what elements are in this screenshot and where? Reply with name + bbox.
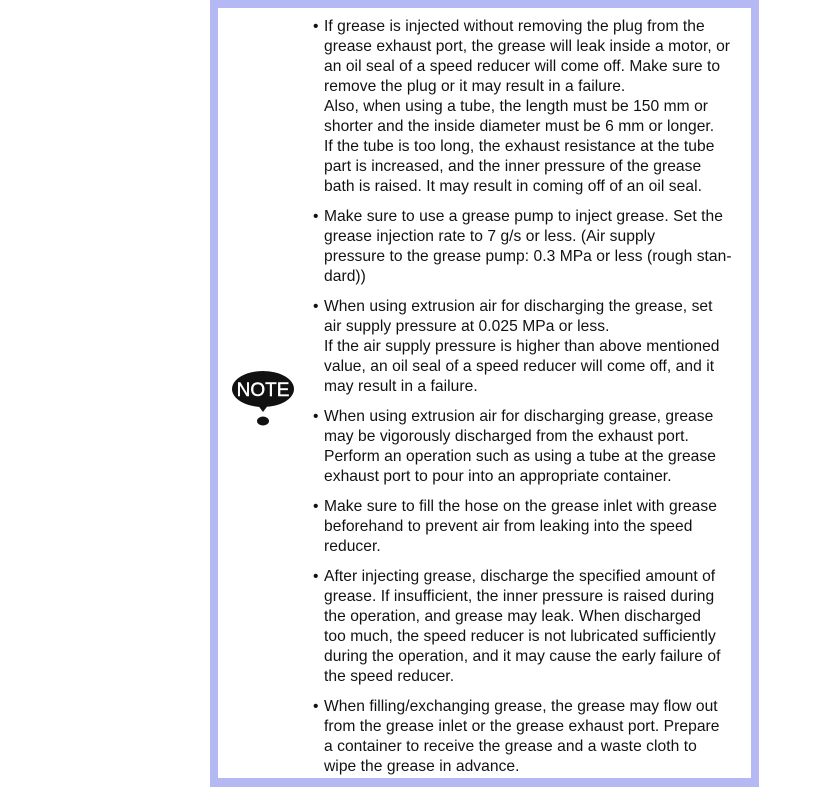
list-item: • When using extrusion air for discharging grease, grease may be vigorously discharged from the exhaust port. Perform an operation such as using a tube at the grease exhaust port to pour into an appropriate container. — [313, 408, 716, 485]
list-item: • Make sure to use a grease pump to inject grease. Set the grease injection rate to 7 g/s or less. (Air supply pressure to the grease pump: 0.3 MPa or less (rough stan- dard)) — [313, 208, 732, 285]
list-item-text: Make sure to fill the hose on the grease inlet with grease beforehand to prevent air from leaking into the speed reducer. — [324, 498, 717, 555]
list-item-text: When using extrusion air for discharging the grease, set air supply pressure at 0.025 MPa or less. If the air supply pressure is higher than above mentioned value, an oil seal of a speed reducer will come off, and it may result in a failure. — [324, 298, 720, 395]
note-icon-label: NOTE — [236, 380, 290, 401]
list-item: • If grease is injected without removing the plug from the grease exhaust port, the grease will leak inside a motor, or an oil seal of a speed reducer will come off. Make sure to remove the plug or it may result in a failure. Also, when using a tube, the length must be 150 mm or shorter and the inside diameter must be 6 mm or longer. If the tube is too long, the exhaust resistance at the tube part is increased, and the inner pressure of the grease bath is raised. It may result in coming off of an oil seal. — [313, 18, 731, 195]
list-item: • When filling/exchanging grease, the grease may flow out from the grease inlet or the grease exhaust port. Prepare a container to receive the grease and a waste cloth to wipe the grease in advance. — [313, 698, 720, 775]
note-icon — [231, 370, 295, 428]
note-list — [313, 17, 755, 787]
list-item-text: Make sure to use a grease pump to inject grease. Set the grease injection rate to 7 g/s or less. (Air supply pressure to the grease pump: 0.3 MPa or less (rough stan- dard)) — [324, 208, 732, 285]
list-item-text: If grease is injected without removing the plug from the grease exhaust port, the grease will leak inside a motor, or an oil seal of a speed reducer will come off. Make sure to remove the plug or it may result in a failure. Also, when using a tube, the length must be 150 mm or shorter and the inside diameter must be 6 mm or longer. If the tube is too long, the exhaust resistance at the tube part is increased, and the inner pressure of the grease bath is raised. It may result in coming off of an oil seal. — [324, 18, 731, 195]
list-item: • After injecting grease, discharge the specified amount of grease. If insufficient, the inner pressure is raised during the operation, and grease may leak. When discharged too much, the speed reducer is not lubricated sufficiently during the operation, and it may cause the early failure of the speed reducer. — [313, 568, 721, 685]
list-item-text: When filling/exchanging grease, the grease may flow out from the grease inlet or the grease exhaust port. Prepare a container to receive the grease and a waste cloth to wipe the grease in advance. — [324, 698, 720, 775]
list-item-text: After injecting grease, discharge the specified amount of grease. If insufficient, the inner pressure is raised during the operation, and grease may leak. When discharged too much, the speed reducer is not lubricated sufficiently during the operation, and it may cause the early failure of the speed reducer. — [324, 568, 721, 685]
note-frame — [210, 0, 759, 787]
note-panel — [218, 8, 751, 778]
list-item: • When using extrusion air for discharging the grease, set air supply pressure at 0.025 MPa or less. If the air supply pressure is higher than above mentioned value, an oil seal of a speed reducer will come off, and it may result in a failure. — [313, 298, 720, 395]
list-item-text: When using extrusion air for discharging grease, grease may be vigorously discharged from the exhaust port. Perform an operation such as using a tube at the grease exhaust port to pour into an appropriate container. — [324, 408, 716, 485]
list-item: • Make sure to fill the hose on the grease inlet with grease beforehand to prevent air from leaking into the speed reducer. — [313, 498, 717, 555]
